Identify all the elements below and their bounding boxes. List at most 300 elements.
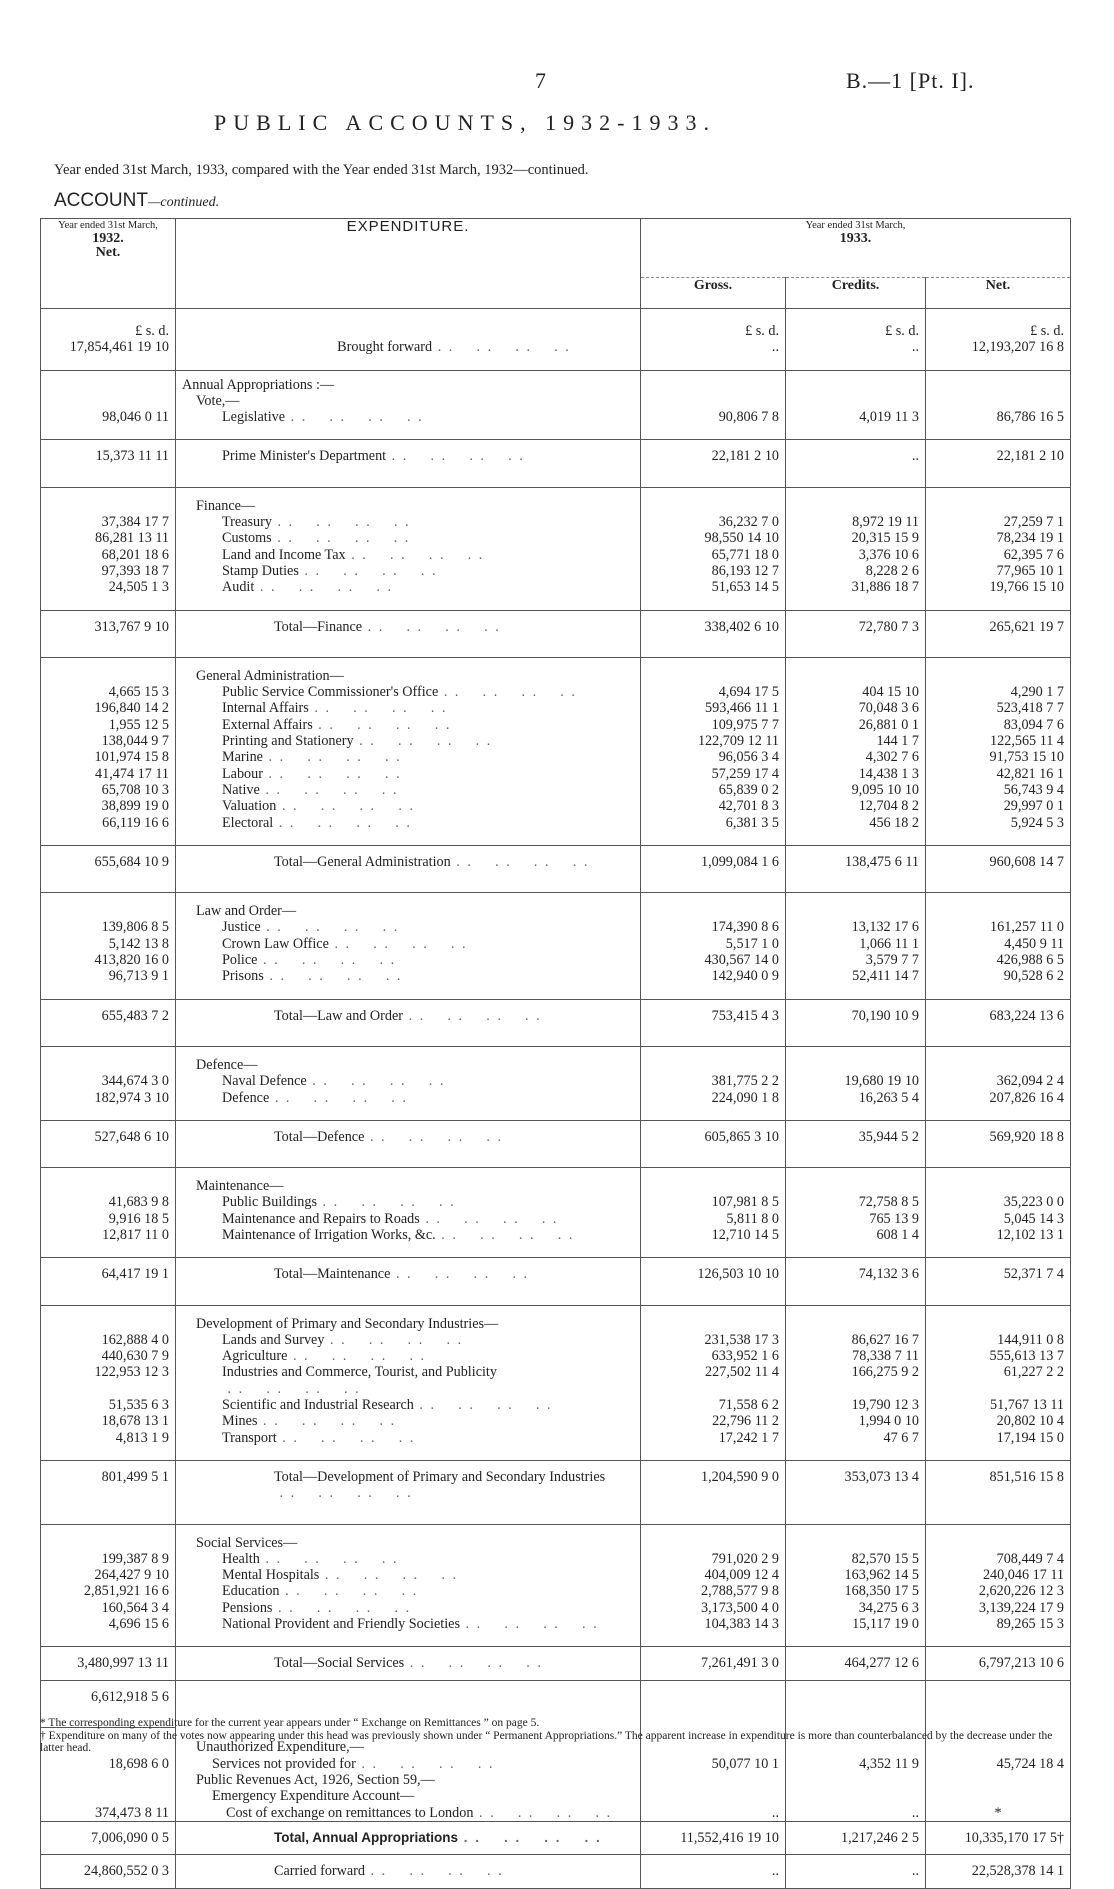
net-cell: 555,613 13 7	[926, 1348, 1071, 1364]
credits-cell: 9,095 10 10	[786, 782, 926, 798]
spacer-row	[41, 1632, 1071, 1647]
net-cell: 90,528 6 2	[926, 968, 1071, 984]
net-cell: 77,965 10 1	[926, 563, 1071, 579]
gross-cell: 5,811 8 0	[641, 1211, 786, 1227]
prev-net-cell: 5,142 13 8	[41, 936, 176, 952]
prev-net-cell: 199,387 8 9	[41, 1551, 176, 1567]
cur-year-header	[641, 219, 1071, 278]
group-heading: Social Services—	[176, 1524, 641, 1551]
spacer-row	[41, 1291, 1071, 1306]
line-item-row	[41, 700, 1071, 716]
row-label: Land and Income Tax	[222, 546, 346, 563]
prev-year-label: Year ended 31st March,	[58, 220, 158, 231]
prev-net-cell: 17,854,461 19 10	[41, 339, 176, 355]
row-label: Public Buildings	[222, 1194, 317, 1211]
net-cell: 19,766 15 10	[926, 579, 1071, 595]
group-heading: Finance—	[176, 487, 641, 514]
line-item-row	[41, 815, 1071, 831]
prev-net-cell: 12,817 11 0	[41, 1227, 176, 1243]
row-label: Crown Law Office	[222, 935, 329, 952]
net-cell: 10,335,170 17 5†	[926, 1821, 1071, 1854]
prev-net-cell: 655,684 10 9	[41, 845, 176, 878]
gross-cell: 36,232 7 0	[641, 514, 786, 530]
gross-cell: 633,952 1 6	[641, 1348, 786, 1364]
spacer-row	[41, 985, 1071, 1000]
row-label: Native	[222, 781, 260, 798]
group-heading-row	[41, 657, 1071, 684]
group-heading: Development of Primary and Secondary Industries—	[176, 1305, 641, 1332]
gross-cell: 51,653 14 5	[641, 579, 786, 595]
row-label: Legislative	[222, 409, 286, 426]
net-cell: 6,797,213 10 6	[926, 1647, 1071, 1680]
prev-net-cell: 37,384 17 7	[41, 514, 176, 530]
row-label: Total—Defence	[274, 1128, 365, 1145]
gross-cell: 753,415 4 3	[641, 999, 786, 1032]
gross-cell: 381,775 2 2	[641, 1073, 786, 1089]
unauthorized-heading: Unauthorized Expenditure,—	[176, 1727, 641, 1755]
row-label: Public Service Commissioner's Office	[222, 684, 439, 701]
carried-forward-row	[41, 1855, 1071, 1888]
credits-cell: 74,132 3 6	[786, 1258, 926, 1291]
prev-net-label: Net.	[95, 245, 121, 260]
net-cell: 569,920 18 8	[926, 1120, 1071, 1153]
prev-net-cell: 96,713 9 1	[41, 968, 176, 984]
prev-net-cell: 9,916 18 5	[41, 1211, 176, 1227]
spacer-row	[41, 1153, 1071, 1168]
credits-cell: 1,994 0 10	[786, 1413, 926, 1429]
row-label: Audit	[222, 579, 255, 596]
line-item-row	[41, 684, 1071, 700]
net-cell: 22,528,378 14 1	[926, 1855, 1071, 1888]
gross-cell: 126,503 10 10	[641, 1258, 786, 1291]
gross-cell: 57,259 17 4	[641, 766, 786, 782]
gross-cell: 791,020 2 9	[641, 1551, 786, 1567]
credits-cell: 163,962 14 5	[786, 1567, 926, 1583]
line-item-row	[41, 766, 1071, 782]
credits-cell: 8,228 2 6	[786, 563, 926, 579]
prev-net-cell: 2,851,921 16 6	[41, 1583, 176, 1599]
gross-cell: 1,204,590 9 0	[641, 1460, 786, 1509]
prev-net-cell: 139,806 8 5	[41, 919, 176, 935]
prev-net-cell: 24,505 1 3	[41, 579, 176, 595]
line-item-row	[41, 1583, 1071, 1599]
credits-cell: 16,263 5 4	[786, 1090, 926, 1106]
line-item-row	[41, 1397, 1071, 1413]
credits-cell: 47 6 7	[786, 1430, 926, 1446]
credits-cell: 1,217,246 2 5	[786, 1821, 926, 1854]
net-cell: 45,724 18 4	[926, 1756, 1071, 1772]
prev-net-cell: 313,767 9 10	[41, 610, 176, 643]
prev-net-cell: 264,427 9 10	[41, 1567, 176, 1583]
net-cell: 265,621 19 7	[926, 610, 1071, 643]
credits-cell: 1,066 11 1	[786, 936, 926, 952]
gross-header: Gross.	[641, 278, 786, 309]
gross-cell: 86,193 12 7	[641, 563, 786, 579]
line-item-row	[41, 936, 1071, 952]
credits-cell: 404 15 10	[786, 684, 926, 700]
gross-cell: 174,390 8 6	[641, 919, 786, 935]
prev-net-cell: 7,006,090 0 5	[41, 1821, 176, 1854]
prev-net-cell: 4,665 15 3	[41, 684, 176, 700]
gross-cell: 65,839 0 2	[641, 782, 786, 798]
groups-body	[41, 473, 1071, 1680]
credits-cell: 26,881 0 1	[786, 717, 926, 733]
credits-cell: 14,438 1 3	[786, 766, 926, 782]
net-cell: 4,450 9 11	[926, 936, 1071, 952]
row-label: Labour	[222, 765, 263, 782]
gross-cell: 231,538 17 3	[641, 1332, 786, 1348]
prev-net-cell: 101,974 15 8	[41, 749, 176, 765]
prev-net-cell: 41,474 17 11	[41, 766, 176, 782]
group-total-row	[41, 1120, 1071, 1153]
group-heading-row	[41, 487, 1071, 514]
footnote-dagger: † Expenditure on many of the votes now appearing under this head was previously shown under “ Permanent Appropriations.” The apparent increase in expenditure is more than counterbalanced by the decrease under the latter head.	[40, 1729, 1053, 1754]
row-label: Total, Annual Appropriations	[274, 1829, 458, 1845]
row-label: Carried forward	[274, 1863, 365, 1880]
row-label: Industries and Commerce, Tourist, and Publicity	[222, 1364, 497, 1381]
credits-cell: 35,944 5 2	[786, 1120, 926, 1153]
group-total-row	[41, 610, 1071, 643]
group-heading: Law and Order—	[176, 893, 641, 920]
net-header: Net.	[926, 278, 1071, 309]
group-heading: Maintenance—	[176, 1168, 641, 1195]
gross-cell: 6,381 3 5	[641, 815, 786, 831]
row-label: Total—General Administration	[274, 853, 451, 870]
cur-year-bold: 1933.	[839, 231, 872, 246]
spacer-row	[41, 878, 1071, 893]
line-item-row	[41, 749, 1071, 765]
gross-cell: 98,550 14 10	[641, 530, 786, 546]
credits-cell: 8,972 19 11	[786, 514, 926, 530]
net-cell: 22,181 2 10	[926, 440, 1071, 473]
row-label: Total—Social Services	[274, 1655, 405, 1672]
net-cell: 4,290 1 7	[926, 684, 1071, 700]
net-cell: 2,620,226 12 3	[926, 1583, 1071, 1599]
spacer-row	[41, 831, 1071, 846]
prev-net-cell: 4,813 1 9	[41, 1430, 176, 1446]
group-total-row	[41, 845, 1071, 878]
group-heading-row	[41, 1046, 1071, 1073]
prev-net-cell: 38,899 19 0	[41, 798, 176, 814]
line-item-row	[41, 579, 1071, 595]
spacer-row	[41, 473, 1071, 488]
credits-cell: 353,073 13 4	[786, 1460, 926, 1509]
group-heading-row	[41, 1168, 1071, 1195]
gross-cell: 224,090 1 8	[641, 1090, 786, 1106]
gross-cell: 3,173,500 4 0	[641, 1600, 786, 1616]
row-label: Treasury	[222, 514, 272, 531]
credits-cell: 166,275 9 2	[786, 1364, 926, 1397]
gross-cell: ..	[641, 1855, 786, 1888]
net-cell: 12,102 13 1	[926, 1227, 1071, 1243]
currency-header-net: £ s. d.	[926, 309, 1071, 340]
net-cell: 523,418 7 7	[926, 700, 1071, 716]
gross-cell: 5,517 1 0	[641, 936, 786, 952]
spacer-row	[41, 1446, 1071, 1461]
net-cell: 362,094 2 4	[926, 1073, 1071, 1089]
line-item-row	[41, 1600, 1071, 1616]
row-label: Prime Minister's Department	[222, 448, 387, 465]
prev-year-header	[41, 219, 176, 309]
row-label: Mines	[222, 1413, 258, 1430]
currency-header-credits: £ s. d.	[786, 309, 926, 340]
row-label: Agriculture	[222, 1348, 288, 1365]
gross-cell: 90,806 7 8	[641, 409, 786, 425]
credits-cell: 3,579 7 7	[786, 952, 926, 968]
gross-cell: 404,009 12 4	[641, 1567, 786, 1583]
row-label: Marine	[222, 749, 263, 766]
prev-net-cell: 15,373 11 11	[41, 440, 176, 473]
prev-net-cell: 160,564 3 4	[41, 1600, 176, 1616]
gross-cell: 1,099,084 1 6	[641, 845, 786, 878]
prev-net-cell: 527,648 6 10	[41, 1120, 176, 1153]
gross-cell: 605,865 3 10	[641, 1120, 786, 1153]
prev-net-cell: 1,955 12 5	[41, 717, 176, 733]
gross-cell: 71,558 6 2	[641, 1397, 786, 1413]
row-label: Prisons	[222, 968, 264, 985]
credits-cell: 70,190 10 9	[786, 999, 926, 1032]
gross-cell: 4,694 17 5	[641, 684, 786, 700]
group-heading-row	[41, 893, 1071, 920]
prev-net-cell: 3,480,997 13 11	[41, 1647, 176, 1680]
prev-net-cell: 24,860,552 0 3	[41, 1855, 176, 1888]
page-title: PUBLIC ACCOUNTS, 1932-1933.	[214, 110, 716, 135]
subtotal-prev-cell: 6,612,918 5 6	[41, 1680, 176, 1713]
prev-net-cell: 18,698 6 0	[41, 1756, 176, 1772]
gross-cell: 2,788,577 9 8	[641, 1583, 786, 1599]
row-label: Police	[222, 952, 258, 969]
net-cell: 83,094 7 6	[926, 717, 1071, 733]
credits-cell: 456 18 2	[786, 815, 926, 831]
annual-appropriations-heading: Annual Appropriations :—	[176, 370, 641, 393]
prev-net-cell: 65,708 10 3	[41, 782, 176, 798]
prev-net-cell: 51,535 6 3	[41, 1397, 176, 1413]
credits-cell: 608 1 4	[786, 1227, 926, 1243]
line-item-row	[41, 563, 1071, 579]
line-item-row	[41, 1073, 1071, 1089]
line-item-row	[41, 733, 1071, 749]
line-item-row	[41, 1551, 1071, 1567]
net-cell: 683,224 13 6	[926, 999, 1071, 1032]
line-item-row	[41, 1616, 1071, 1632]
row-label: Customs	[222, 530, 272, 547]
row-label: Brought forward	[337, 339, 433, 356]
row-label: Transport	[222, 1429, 277, 1446]
line-item-row	[41, 1090, 1071, 1106]
line-item-row	[41, 782, 1071, 798]
prev-net-cell: 374,473 8 11	[41, 1805, 176, 1822]
gross-cell: 22,181 2 10	[641, 440, 786, 473]
prev-net-cell: 64,417 19 1	[41, 1258, 176, 1291]
spacer-row	[41, 1032, 1071, 1047]
prev-net-cell: 440,630 7 9	[41, 1348, 176, 1364]
group-total-row	[41, 999, 1071, 1032]
gross-cell: 50,077 10 1	[641, 1756, 786, 1772]
credits-cell: ..	[786, 1855, 926, 1888]
prev-net-cell: 18,678 13 1	[41, 1413, 176, 1429]
net-cell: 61,227 2 2	[926, 1364, 1071, 1397]
currency-header-gross: £ s. d.	[641, 309, 786, 340]
net-cell: 29,997 0 1	[926, 798, 1071, 814]
credits-cell: 70,048 3 6	[786, 700, 926, 716]
total-annual-row	[41, 1821, 1071, 1854]
net-cell: 207,826 16 4	[926, 1090, 1071, 1106]
net-cell: 240,046 17 11	[926, 1567, 1071, 1583]
row-label: Pensions	[222, 1599, 273, 1616]
spacer-row	[41, 1106, 1071, 1121]
net-cell: 426,988 6 5	[926, 952, 1071, 968]
net-cell: 35,223 0 0	[926, 1194, 1071, 1210]
net-cell: 20,802 10 4	[926, 1413, 1071, 1429]
gross-cell: 96,056 3 4	[641, 749, 786, 765]
currency-header-prev: £ s. d.	[41, 309, 176, 340]
line-item-row	[41, 547, 1071, 563]
row-label: Total—Development of Primary and Secondary Industries	[274, 1468, 606, 1485]
net-cell: 3,139,224 17 9	[926, 1600, 1071, 1616]
prev-net-cell: 86,281 13 11	[41, 530, 176, 546]
credits-cell: ..	[786, 339, 926, 355]
account-label-text: ACCOUNT	[54, 190, 148, 211]
prev-net-cell: 162,888 4 0	[41, 1332, 176, 1348]
net-cell: *	[926, 1805, 1071, 1822]
net-cell: 91,753 15 10	[926, 749, 1071, 765]
gross-cell: 142,940 0 9	[641, 968, 786, 984]
prev-net-cell: 413,820 16 0	[41, 952, 176, 968]
net-cell: 78,234 19 1	[926, 530, 1071, 546]
line-item-row	[41, 1332, 1071, 1348]
net-cell: 86,786 16 5	[926, 409, 1071, 425]
prev-net-cell: 138,044 9 7	[41, 733, 176, 749]
prev-net-cell: 97,393 18 7	[41, 563, 176, 579]
row-label: Health	[222, 1550, 260, 1567]
row-label: Total—Law and Order	[274, 1007, 404, 1024]
expenditure-table	[40, 218, 1071, 1889]
exchange-cost-row	[41, 1805, 1071, 1822]
prime-minister-row	[41, 440, 1071, 473]
line-item-row	[41, 1567, 1071, 1583]
net-cell: 89,265 15 3	[926, 1616, 1071, 1632]
credits-cell: 82,570 15 5	[786, 1551, 926, 1567]
services-not-provided-row	[41, 1756, 1071, 1772]
line-item-row	[41, 717, 1071, 733]
gross-cell: ..	[641, 1805, 786, 1822]
gross-cell: 593,466 11 1	[641, 700, 786, 716]
credits-cell: 15,117 19 0	[786, 1616, 926, 1632]
group-heading-row	[41, 1305, 1071, 1332]
footnote-star: * The corresponding expenditure for the current year appears under “ Exchange on Remittances ” on page 5.	[40, 1717, 540, 1729]
net-cell: 62,395 7 6	[926, 547, 1071, 563]
prev-net-cell: 4,696 15 6	[41, 1616, 176, 1632]
gross-cell: 107,981 8 5	[641, 1194, 786, 1210]
line-item-row	[41, 530, 1071, 546]
credits-cell: ..	[786, 1805, 926, 1822]
group-heading: Defence—	[176, 1046, 641, 1073]
net-cell: 851,516 15 8	[926, 1460, 1071, 1509]
credits-cell: 3,376 10 6	[786, 547, 926, 563]
credits-cell: 31,886 18 7	[786, 579, 926, 595]
line-item-row	[41, 1227, 1071, 1243]
net-cell: 12,193,207 16 8	[926, 339, 1071, 355]
credits-cell: 19,790 12 3	[786, 1397, 926, 1413]
gross-cell: 109,975 7 7	[641, 717, 786, 733]
line-item-row	[41, 968, 1071, 984]
credits-cell: 19,680 19 10	[786, 1073, 926, 1089]
net-cell: 161,257 11 0	[926, 919, 1071, 935]
row-label: Maintenance of Irrigation Works, &c.	[222, 1226, 436, 1243]
line-item-row	[41, 1413, 1071, 1429]
line-item-row	[41, 952, 1071, 968]
credits-header: Credits.	[786, 278, 926, 309]
credits-cell: ..	[786, 440, 926, 473]
line-item-row	[41, 1194, 1071, 1210]
credits-cell: 78,338 7 11	[786, 1348, 926, 1364]
cur-year-label: Year ended 31st March,	[805, 220, 906, 231]
row-label: External Affairs	[222, 716, 313, 733]
gross-cell: 227,502 11 4	[641, 1364, 786, 1397]
net-cell: 27,259 7 1	[926, 514, 1071, 530]
row-label: Total—Finance	[274, 618, 363, 635]
row-label: Total—Maintenance	[274, 1266, 391, 1283]
spacer-row	[41, 643, 1071, 658]
group-heading-row	[41, 1524, 1071, 1551]
line-item-row	[41, 798, 1071, 814]
group-total-row	[41, 1460, 1071, 1509]
row-label: Mental Hospitals	[222, 1567, 320, 1584]
line-item-row	[41, 1348, 1071, 1364]
row-label: National Provident and Friendly Societies	[222, 1616, 460, 1633]
net-cell: 56,743 9 4	[926, 782, 1071, 798]
group-heading: General Administration—	[176, 657, 641, 684]
public-revenues-act-label: Public Revenues Act, 1926, Section 59,—	[176, 1772, 641, 1788]
credits-cell: 52,411 14 7	[786, 968, 926, 984]
credits-cell: 72,780 7 3	[786, 610, 926, 643]
line-item-row	[41, 1211, 1071, 1227]
net-cell: 122,565 11 4	[926, 733, 1071, 749]
credits-cell: 765 13 9	[786, 1211, 926, 1227]
credits-cell: 4,352 11 9	[786, 1756, 926, 1772]
prev-net-cell: 66,119 16 6	[41, 815, 176, 831]
vote-heading: Vote,—	[176, 393, 641, 409]
line-item-row	[41, 919, 1071, 935]
net-cell: 5,045 14 3	[926, 1211, 1071, 1227]
gross-cell: 338,402 6 10	[641, 610, 786, 643]
table-body	[41, 309, 1071, 473]
gross-cell: 7,261,491 3 0	[641, 1647, 786, 1680]
prev-net-cell: 655,483 7 2	[41, 999, 176, 1032]
row-label: Scientific and Industrial Research	[222, 1397, 414, 1414]
credits-cell: 12,704 8 2	[786, 798, 926, 814]
prev-net-cell: 122,953 12 3	[41, 1364, 176, 1397]
row-label: Cost of exchange on remittances to London	[226, 1804, 474, 1821]
subtotal-row	[41, 1680, 1071, 1713]
credits-cell: 72,758 8 5	[786, 1194, 926, 1210]
credits-cell: 138,475 6 11	[786, 845, 926, 878]
credits-cell: 13,132 17 6	[786, 919, 926, 935]
credits-cell: 464,277 12 6	[786, 1647, 926, 1680]
spacer-row	[41, 1510, 1071, 1525]
group-total-row	[41, 1647, 1071, 1680]
gross-cell: 12,710 14 5	[641, 1227, 786, 1243]
brought-forward-row	[41, 339, 1071, 355]
row-label: Stamp Duties	[222, 562, 299, 579]
net-cell: 42,821 16 1	[926, 766, 1071, 782]
row-label: Services not provided for	[212, 1755, 356, 1772]
gross-cell: ..	[641, 339, 786, 355]
line-item-row	[41, 1430, 1071, 1446]
expenditure-header: EXPENDITURE.	[176, 219, 641, 309]
gross-cell: 17,242 1 7	[641, 1430, 786, 1446]
prev-net-cell: 344,674 3 0	[41, 1073, 176, 1089]
